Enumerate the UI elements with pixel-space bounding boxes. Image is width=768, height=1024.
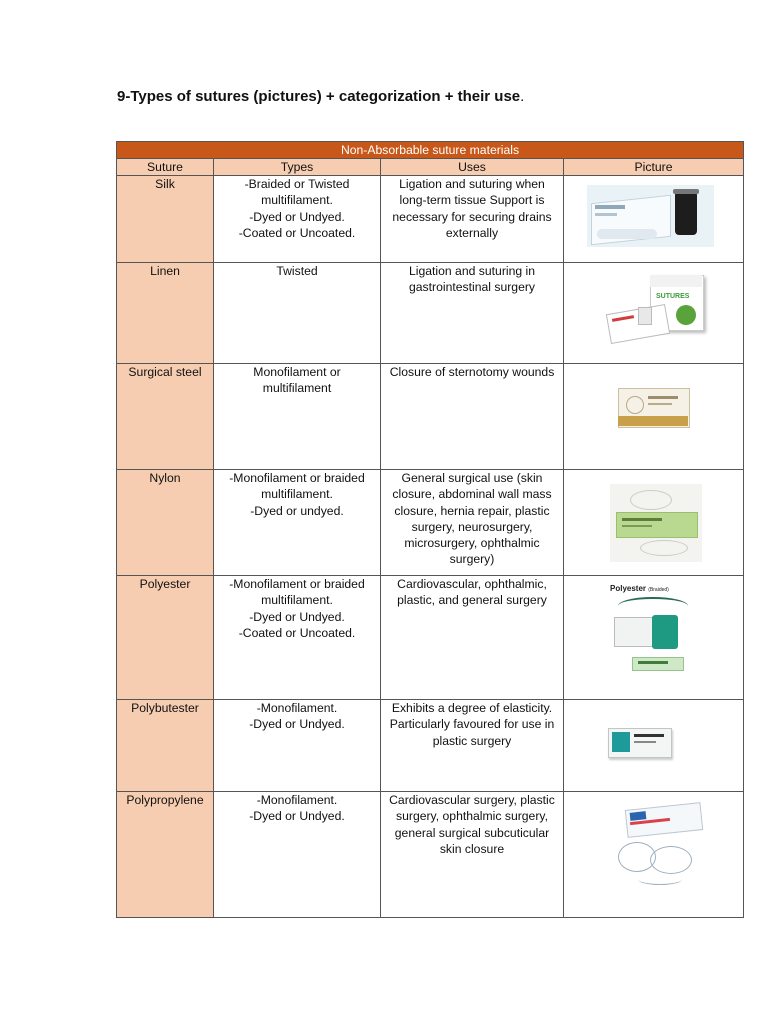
- table-row: [117, 792, 744, 918]
- type-line: -Coated or Uncoated.: [238, 625, 356, 640]
- heading-period: .: [520, 88, 525, 105]
- suture-name: Nylon: [117, 470, 214, 576]
- type-line: multifilament.: [261, 487, 333, 502]
- suture-picture: [564, 700, 744, 792]
- table-row: [117, 576, 744, 700]
- type-line: -Monofilament or braided: [229, 471, 365, 485]
- suture-picture: [564, 792, 744, 918]
- type-line: Monofilament or: [253, 365, 341, 379]
- nylon-product-image: [610, 484, 702, 562]
- type-line: -Monofilament or braided: [229, 577, 365, 591]
- table-row: [117, 176, 744, 263]
- heading-text: 9-Types of sutures (pictures) + categorization + their use: [117, 88, 521, 105]
- suture-name: Polyester: [117, 576, 214, 700]
- type-line: -Monofilament.: [256, 793, 338, 807]
- type-line: -Dyed or undyed.: [250, 503, 344, 518]
- suture-types: [214, 263, 381, 364]
- steel-product-image: [616, 386, 692, 430]
- header-uses: Uses: [381, 159, 564, 176]
- type-line: -Monofilament.: [256, 701, 338, 715]
- table-row: [117, 364, 744, 470]
- suture-name: Linen: [117, 263, 214, 364]
- suture-types: [214, 700, 381, 792]
- type-line: multifilament.: [261, 193, 333, 208]
- suture-types: [214, 364, 381, 470]
- suture-name: Surgical steel: [117, 364, 214, 470]
- suture-uses: General surgical use (skin closure, abdominal wall mass closure, hernia repair, plastic surgery, neurosurgery, microsurgery, ophthalmic surgery): [381, 470, 564, 576]
- type-line: -Dyed or Undyed.: [249, 209, 345, 224]
- sutures-table: [116, 141, 744, 918]
- suture-name: Polypropylene: [117, 792, 214, 918]
- header-suture: Suture: [117, 159, 214, 176]
- polyester-product-image: [608, 579, 708, 685]
- suture-types: [214, 176, 381, 263]
- table-caption-row: [117, 142, 744, 159]
- suture-picture: [564, 263, 744, 364]
- type-line: -Dyed or Undyed.: [249, 717, 345, 732]
- polypropylene-product-image: [608, 802, 708, 896]
- header-types: Types: [214, 159, 381, 176]
- suture-uses: Ligation and suturing in gastrointestinal surgery: [381, 263, 564, 364]
- suture-uses: Exhibits a degree of elasticity. Particularly favoured for use in plastic surgery: [381, 700, 564, 792]
- suture-types: [214, 470, 381, 576]
- polyester-image-sublabel: (Braided): [648, 587, 669, 593]
- type-line: multifilament: [262, 381, 332, 396]
- type-line: Twisted: [276, 264, 318, 278]
- suture-picture: [564, 176, 744, 263]
- table-row: [117, 263, 744, 364]
- table-row: [117, 470, 744, 576]
- page-heading: [117, 88, 524, 105]
- type-line: -Dyed or Undyed.: [249, 609, 345, 624]
- table-header-row: [117, 159, 744, 176]
- suture-uses: Ligation and suturing when long-term tissue Support is necessary for securing drains externally: [381, 176, 564, 263]
- table-row: [117, 700, 744, 792]
- suture-picture: [564, 470, 744, 576]
- polyester-image-label: Polyester: [610, 584, 647, 593]
- header-picture: Picture: [564, 159, 744, 176]
- suture-uses: Cardiovascular, ophthalmic, plastic, and general surgery: [381, 576, 564, 700]
- suture-picture: [564, 576, 744, 700]
- table-caption: Non-Absorbable suture materials: [117, 142, 744, 159]
- suture-uses: Cardiovascular surgery, plastic surgery, ophthalmic surgery, general surgical subcuticular skin closure: [381, 792, 564, 918]
- type-line: -Coated or Uncoated.: [238, 225, 356, 240]
- type-line: -Braided or Twisted: [244, 177, 350, 191]
- suture-picture: [564, 364, 744, 470]
- suture-uses: Closure of sternotomy wounds: [381, 364, 564, 470]
- type-line: multifilament.: [261, 593, 333, 608]
- linen-brand-label: SUTURES: [656, 293, 690, 300]
- type-line: -Dyed or Undyed.: [249, 809, 345, 824]
- suture-name: Silk: [117, 176, 214, 263]
- suture-name: Polybutester: [117, 700, 214, 792]
- suture-types: [214, 576, 381, 700]
- linen-product-image: [604, 273, 714, 345]
- suture-types: [214, 792, 381, 918]
- silk-product-image: [587, 185, 714, 247]
- polybutester-product-image: [606, 722, 676, 762]
